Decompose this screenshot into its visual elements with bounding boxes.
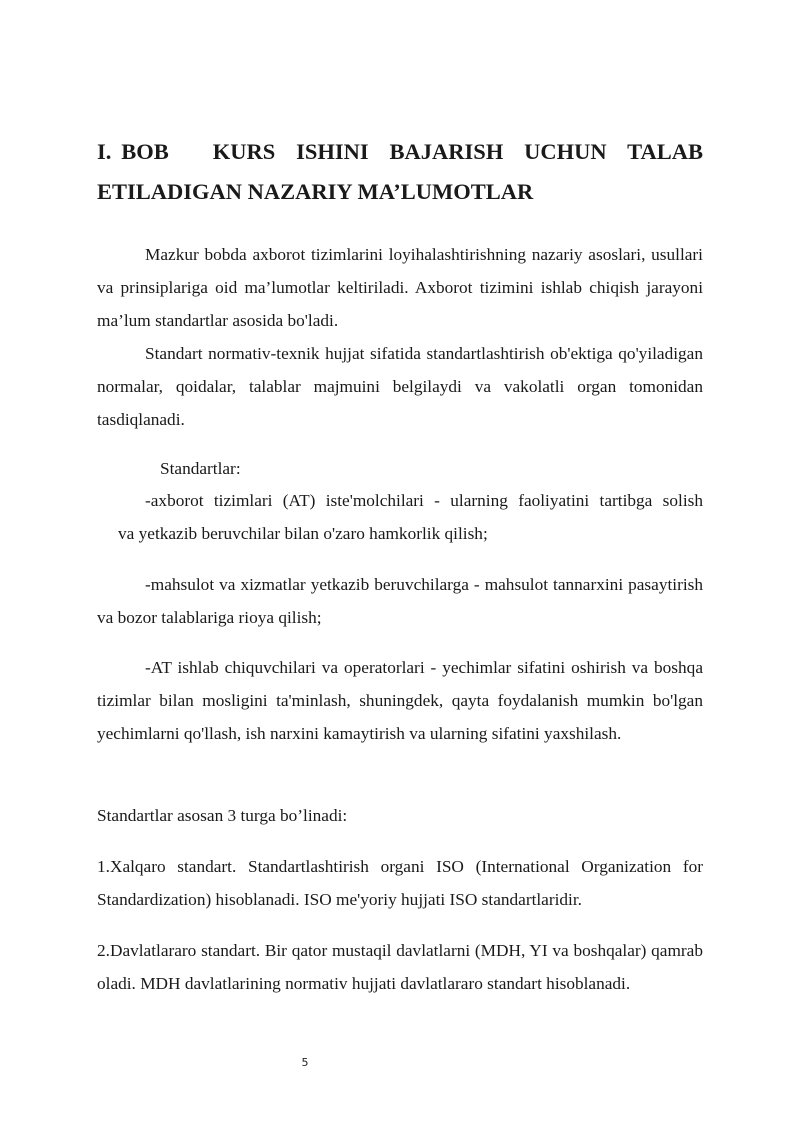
chapter-title-line1: KURS ISHINI BAJARISH UCHUN TALAB (212, 139, 703, 164)
chapter-heading-line1 (97, 132, 703, 172)
types-intro: Standartlar asosan 3 turga bo’linadi: (97, 806, 348, 825)
definition-paragraph: Standart normativ-texnik hujjat sifatida standartlashtirish ob'ektiga qo'yiladigan normalar, qoidalar, talablar majmuini belgilaydi va vakolatli organ tomonidan tasdiqlanadi. (97, 344, 703, 429)
standard-type-2: 2.Davlatlararo standart. Bir qator mustaqil davlatlarni (MDH, YI va boshqalar) qamrab oladi. MDH davlatlarining normativ hujjati davlatlararo standart hisoblanadi. (97, 941, 703, 993)
list-item-2: -mahsulot va xizmatlar yetkazib beruvchilarga - mahsulot tannarxini pasaytirish va bozor talablariga rioya qilish; (97, 575, 703, 627)
chapter-title-line2: ETILADIGAN NAZARIY MA’LUMOTLAR (97, 179, 534, 204)
list-item-1-line2: va yetkazib beruvchilar bilan o'zaro hamkorlik qilish; (118, 524, 488, 543)
standard-type-1: 1.Xalqaro standart. Standartlashtirish organi ISO (International Organization for Standardization) hisoblanadi. ISO me'yoriy hujjati ISO standartlaridir. (97, 857, 703, 909)
list-item-1-line1: -axborot tizimlari (AT) iste'molchilari - ularning faoliyatini tartibga solish (145, 491, 703, 510)
intro-paragraph: Mazkur bobda axborot tizimlarini loyihalashtirishning nazariy asoslari, usullari va prinsiplariga oid ma’lumotlar keltiriladi. Axborot tizimini ishlab chiqish jarayoni ma’lum standartlar asosida bo'ladi. (97, 245, 703, 330)
chapter-number: I. BOB (97, 139, 169, 164)
page-number: 5 (301, 1056, 309, 1069)
standards-label: Standartlar: (160, 459, 241, 478)
list-item-3: -AT ishlab chiquvchilari va operatorlari - yechimlar sifatini oshirish va boshqa tizimlar bilan mosligini ta'minlash, shuningdek, qayta foydalanish mumkin bo'lgan yechimlarni qo'llash, ish narxini kamaytirish va ularning sifatini yaxshilash. (97, 658, 703, 743)
